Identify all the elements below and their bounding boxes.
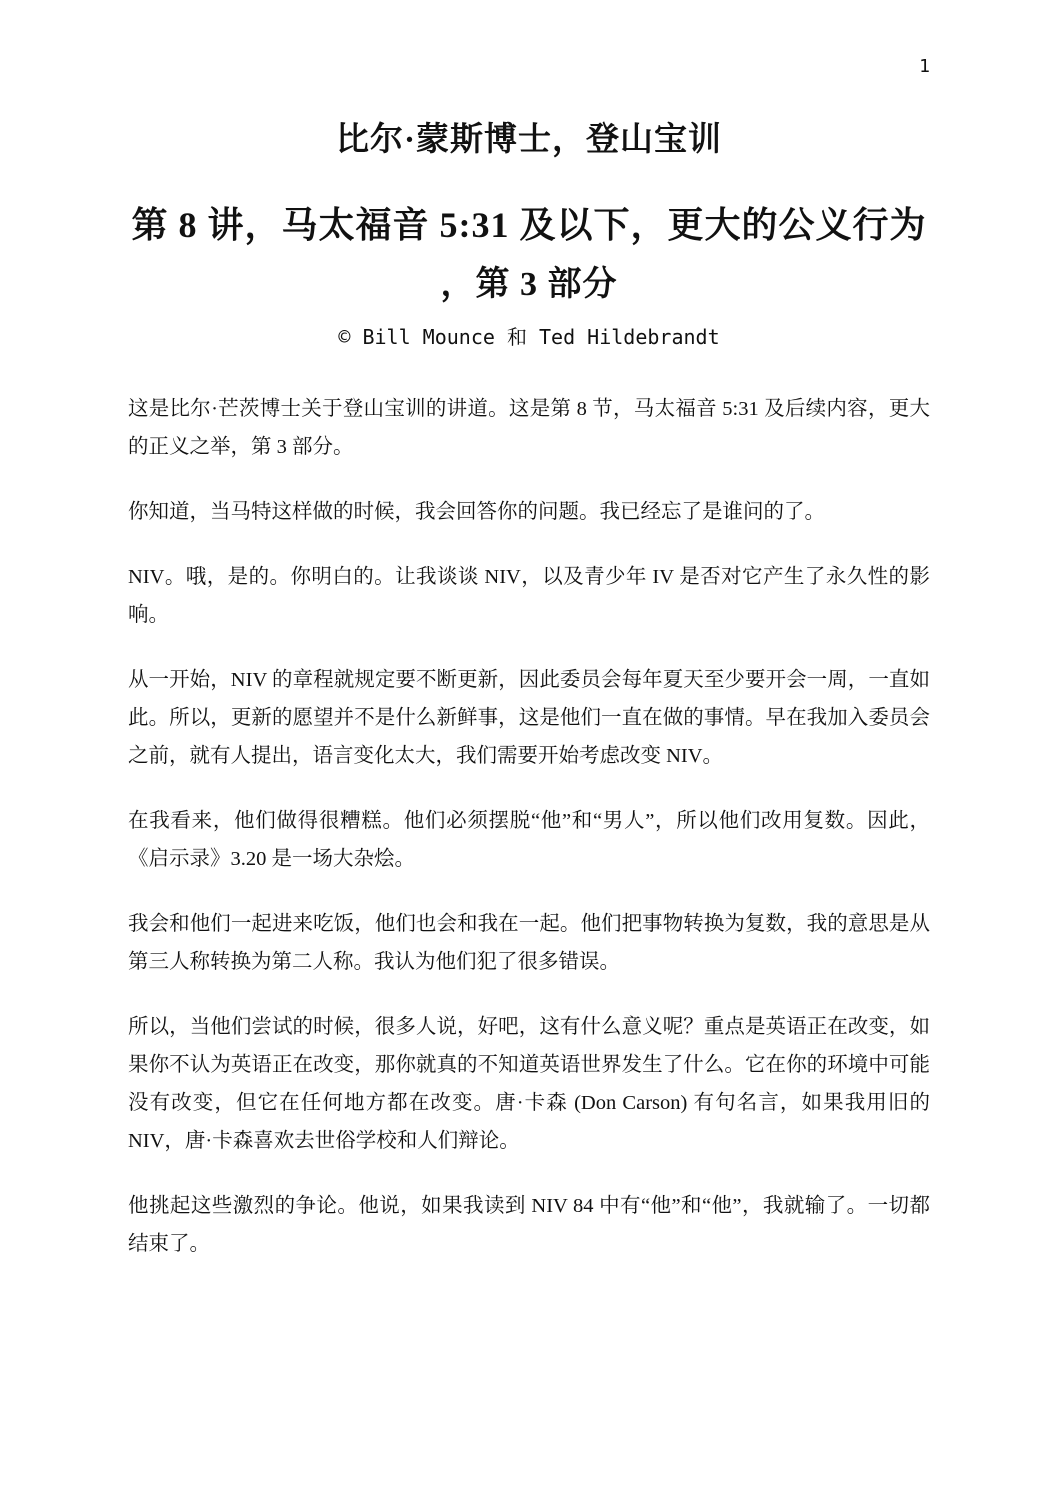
paragraph-3: NIV。哦，是的。你明白的。让我谈谈 NIV，以及青少年 IV 是否对它产生了永久性的影响。: [128, 565, 930, 626]
title-block: [128, 118, 930, 350]
document-subtitle: 第 8 讲，马太福音 5:31 及以下，更大的公义行为: [131, 204, 927, 245]
paragraph-1: 这是比尔·芒茨博士关于登山宝训的讲道。这是第 8 节，马太福音 5:31 及后续内容，更大的正义之举，第 3 部分。: [128, 397, 930, 458]
paragraph-6: 我会和他们一起进来吃饭，他们也会和我在一起。他们把事物转换为复数，我的意思是从第三人称转换为第二人称。我认为他们犯了很多错误。: [128, 912, 930, 973]
document-part-label: ，第 3 部分: [440, 265, 618, 303]
paragraph-8: 他挑起这些激烈的争论。他说，如果我读到 NIV 84 中有“他”和“他”，我就输了。一切都结束了。: [128, 1194, 930, 1255]
paragraph-4: 从一开始，NIV 的章程就规定要不断更新，因此委员会每年夏天至少要开会一周，一直如此。所以，更新的愿望并不是什么新鲜事，这是他们一直在做的事情。早在我加入委员会之前，就有人提出，语言变化太大，我们需要开始考虑改变 NIV。: [128, 668, 930, 767]
document-title: 比尔·蒙斯博士，登山宝训: [335, 122, 722, 158]
document-body: [128, 390, 930, 1263]
paragraph-5: 在我看来，他们做得很糟糕。他们必须摆脱“他”和“男人”，所以他们改用复数。因此，《启示录》3.20 是一场大杂烩。: [128, 809, 930, 870]
paragraph-2: 你知道，当马特这样做的时候，我会回答你的问题。我已经忘了是谁问的了。: [128, 500, 825, 523]
paragraph-7: 所以，当他们尝试的时候，很多人说，好吧，这有什么意义呢？重点是英语正在改变，如果你不认为英语正在改变，那你就真的不知道英语世界发生了什么。它在你的环境中可能没有改变，但它在任何地方都在改变。唐·卡森 (Don Carson) 有句名言，如果我用旧的 NIV，唐·卡森喜欢去世俗学校和人们辩论。: [128, 1015, 930, 1152]
copyright-byline: © Bill Mounce 和 Ted Hildebrandt: [338, 324, 720, 349]
page-number: 1: [919, 56, 930, 77]
